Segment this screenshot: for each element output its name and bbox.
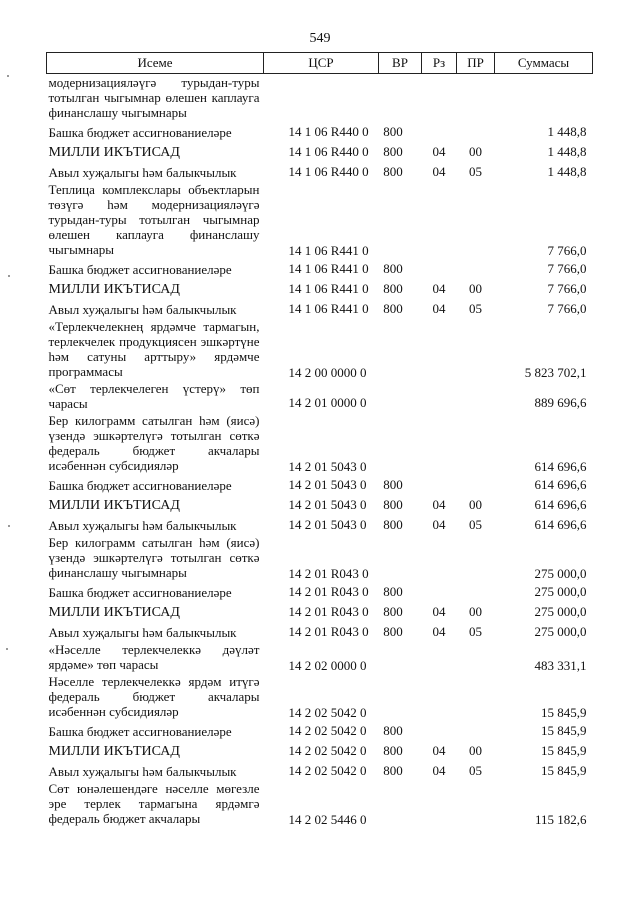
cell-pr: 05 (469, 301, 482, 316)
cell-pr (457, 720, 495, 740)
cell-name: «Нәселле терлекчелеккә дәүләт ярдәме» төп чарасы (48, 642, 260, 672)
cell-sum: 15 845,9 (541, 743, 587, 758)
cell-csr: 14 2 01 5043 0 (288, 497, 367, 512)
table-row (47, 181, 593, 258)
cell-vr: 800 (383, 763, 403, 778)
cell-name: Теплица комплекслары объектларын төзүгә һәм модернизацияләүгә турыдан-туры тотылган чыгымнар өлешен каплауга финанслашу чыгымнары (48, 182, 260, 257)
cell-rz (422, 318, 457, 380)
cell-sum (495, 74, 593, 122)
cell-name: МИЛЛИ ИКЪТИСАД (48, 145, 180, 160)
cell-sum: 5 823 702,1 (524, 365, 587, 380)
cell-vr: 800 (383, 301, 403, 316)
cell-csr: 14 2 01 R043 0 (288, 566, 369, 581)
cell-csr: 14 2 02 0000 0 (288, 658, 367, 673)
cell-name: Авыл хуҗалыгы һәм балыкчылык (48, 518, 237, 533)
cell-vr: 800 (383, 477, 403, 492)
cell-name: МИЛЛИ ИКЪТИСАД (48, 498, 180, 513)
cell-pr (457, 318, 495, 380)
cell-sum: 614 696,6 (534, 497, 587, 512)
cell-pr (457, 534, 495, 581)
cell-vr: 800 (383, 517, 403, 532)
cell-vr: 800 (383, 723, 403, 738)
cell-vr: 800 (383, 497, 403, 512)
cell-name: МИЛЛИ ИКЪТИСАД (48, 605, 180, 620)
cell-csr (264, 74, 379, 122)
table-row (47, 412, 593, 474)
table-row (47, 318, 593, 380)
cell-sum: 275 000,0 (534, 584, 587, 599)
cell-csr: 14 2 01 R043 0 (288, 624, 369, 639)
cell-pr: 00 (469, 604, 482, 619)
cell-csr: 14 1 06 R440 0 (288, 144, 369, 159)
cell-vr (379, 780, 422, 827)
cell-sum: 7 766,0 (547, 243, 587, 258)
cell-vr: 800 (383, 604, 403, 619)
cell-vr: 800 (383, 261, 403, 276)
scan-speck (8, 275, 10, 277)
cell-rz: 04 (432, 164, 446, 179)
table-row (47, 534, 593, 581)
cell-pr (457, 581, 495, 601)
cell-name: Сөт юнәлешендәге нәселле мөгезле эре терлек тармагына ярдәмгә федераль бюджет акчалары (48, 781, 260, 826)
cell-name: МИЛЛИ ИКЪТИСАД (48, 282, 180, 297)
cell-pr (457, 641, 495, 673)
cell-rz: 04 (432, 624, 446, 639)
cell-sum: 889 696,6 (534, 395, 587, 410)
table-row (47, 780, 593, 827)
cell-csr: 14 2 02 5042 0 (288, 705, 367, 720)
page-number: 549 (309, 31, 331, 46)
cell-name: Авыл хуҗалыгы һәм балыкчылык (48, 764, 237, 779)
table-row (47, 621, 593, 641)
cell-rz (422, 534, 457, 581)
cell-name: Бер килограмм сатылган һәм (яисә) үзендә эшкәртелүгә тотылган сөткә финанслашу чыгымнары (48, 535, 260, 580)
cell-rz: 04 (432, 763, 446, 778)
cell-csr: 14 2 01 0000 0 (288, 395, 367, 410)
table-row (47, 380, 593, 412)
table-row (47, 298, 593, 318)
cell-csr: 14 2 01 5043 0 (288, 477, 367, 492)
cell-rz: 04 (432, 144, 446, 159)
cell-name: Авыл хуҗалыгы һәм балыкчылык (48, 302, 237, 317)
table-row (47, 760, 593, 780)
cell-sum: 614 696,6 (534, 517, 587, 532)
cell-sum: 7 766,0 (547, 261, 587, 276)
cell-csr: 14 2 01 R043 0 (288, 604, 369, 619)
cell-vr (379, 641, 422, 673)
cell-vr (379, 534, 422, 581)
table-body (47, 74, 593, 828)
cell-rz: 04 (432, 301, 446, 316)
cell-pr: 05 (469, 164, 482, 179)
table-row (47, 121, 593, 141)
cell-rz (422, 720, 457, 740)
cell-vr (379, 181, 422, 258)
table-header (47, 53, 593, 74)
table-row (47, 673, 593, 720)
table-row (47, 494, 593, 514)
cell-rz (422, 74, 457, 122)
scan-speck (6, 648, 8, 650)
cell-csr: 14 2 02 5042 0 (288, 723, 367, 738)
table-row (47, 161, 593, 181)
header-csr: ЦСР (264, 53, 379, 74)
cell-pr (457, 474, 495, 494)
cell-sum: 275 000,0 (534, 624, 587, 639)
cell-csr: 14 1 06 R440 0 (288, 164, 369, 179)
cell-rz (422, 581, 457, 601)
cell-rz: 04 (432, 604, 446, 619)
header-sum: Суммасы (495, 53, 593, 74)
cell-sum: 614 696,6 (534, 459, 587, 474)
cell-rz: 04 (432, 517, 446, 532)
cell-pr: 00 (469, 497, 482, 512)
cell-csr: 14 1 06 R441 0 (288, 243, 369, 258)
cell-vr: 800 (383, 164, 403, 179)
cell-vr: 800 (383, 743, 403, 758)
cell-pr: 00 (469, 743, 482, 758)
cell-rz (422, 258, 457, 278)
cell-pr (457, 258, 495, 278)
cell-vr (379, 380, 422, 412)
table-row (47, 641, 593, 673)
cell-sum: 275 000,0 (534, 604, 587, 619)
cell-name: Башка бюджет ассигнованиеләре (48, 262, 232, 277)
cell-name: Башка бюджет ассигнованиеләре (48, 724, 232, 739)
cell-name: Авыл хуҗалыгы һәм балыкчылык (48, 165, 237, 180)
cell-sum: 275 000,0 (534, 566, 587, 581)
cell-pr (457, 780, 495, 827)
cell-name: Башка бюджет ассигнованиеләре (48, 585, 232, 600)
cell-rz: 04 (432, 497, 446, 512)
cell-rz (422, 121, 457, 141)
table-row (47, 278, 593, 298)
cell-sum: 15 845,9 (541, 705, 587, 720)
table-row (47, 740, 593, 760)
cell-name: «Сөт терлекчелеген үстерү» төп чарасы (48, 381, 260, 411)
cell-pr (457, 181, 495, 258)
header-vr: ВР (379, 53, 422, 74)
cell-pr: 00 (469, 281, 482, 296)
table-row (47, 514, 593, 534)
cell-vr (379, 74, 422, 122)
cell-pr: 05 (469, 517, 482, 532)
cell-vr (379, 673, 422, 720)
cell-rz (422, 474, 457, 494)
cell-vr (379, 318, 422, 380)
cell-rz: 04 (432, 281, 446, 296)
cell-sum: 614 696,6 (534, 477, 587, 492)
scan-speck (8, 525, 10, 527)
cell-pr: 05 (469, 763, 482, 778)
cell-csr: 14 2 01 5043 0 (288, 517, 367, 532)
cell-pr (457, 74, 495, 122)
cell-rz (422, 641, 457, 673)
cell-csr: 14 2 01 R043 0 (288, 584, 369, 599)
table-row (47, 474, 593, 494)
cell-csr: 14 2 02 5042 0 (288, 743, 367, 758)
cell-vr (379, 412, 422, 474)
budget-table (46, 52, 593, 827)
table-row (47, 581, 593, 601)
cell-vr: 800 (383, 281, 403, 296)
cell-name: МИЛЛИ ИКЪТИСАД (48, 744, 180, 759)
cell-name: Бер килограмм сатылган һәм (яисә) үзендә эшкәртелүгә тотылган сөткә федераль бюджет акчалары исәбеннән субсидияләр (48, 413, 260, 473)
cell-sum: 483 331,1 (534, 658, 587, 673)
cell-sum: 7 766,0 (547, 301, 587, 316)
scan-speck (7, 75, 9, 77)
cell-csr: 14 1 06 R441 0 (288, 281, 369, 296)
header-name: Исеме (47, 53, 264, 74)
cell-csr: 14 2 00 0000 0 (288, 365, 367, 380)
cell-sum: 7 766,0 (547, 281, 587, 296)
table-row (47, 601, 593, 621)
table-row (47, 720, 593, 740)
cell-vr: 800 (383, 624, 403, 639)
cell-name: «Терлекчелекнең ярдәмче тармагын, терлекчелек продукциясен эшкәртүне һәм сатуны арттыру» ярдәмче программасы (48, 319, 260, 379)
cell-rz (422, 673, 457, 720)
cell-sum: 115 182,6 (534, 812, 587, 827)
cell-csr: 14 1 06 R440 0 (288, 124, 369, 139)
cell-sum: 15 845,9 (541, 763, 587, 778)
cell-name: модернизацияләүгә турыдан-туры тотылган чыгымнар өлешен каплауга финанслашу чыгымнары (48, 75, 260, 120)
cell-csr: 14 2 01 5043 0 (288, 459, 367, 474)
cell-sum: 15 845,9 (541, 723, 587, 738)
cell-vr: 800 (383, 144, 403, 159)
cell-sum: 1 448,8 (547, 124, 587, 139)
cell-csr: 14 1 06 R441 0 (288, 261, 369, 276)
header-pr: ПР (457, 53, 495, 74)
cell-csr: 14 2 02 5042 0 (288, 763, 367, 778)
cell-name: Башка бюджет ассигнованиеләре (48, 478, 232, 493)
cell-pr (457, 380, 495, 412)
header-rz: Рз (422, 53, 457, 74)
cell-sum: 1 448,8 (547, 144, 587, 159)
cell-name: Башка бюджет ассигнованиеләре (48, 125, 232, 140)
cell-csr: 14 2 02 5446 0 (288, 812, 367, 827)
cell-pr (457, 673, 495, 720)
cell-rz (422, 181, 457, 258)
cell-vr: 800 (383, 124, 403, 139)
cell-name: Авыл хуҗалыгы һәм балыкчылык (48, 625, 237, 640)
table-row (47, 141, 593, 161)
cell-rz (422, 412, 457, 474)
table-row (47, 258, 593, 278)
cell-rz (422, 380, 457, 412)
cell-pr (457, 121, 495, 141)
cell-csr: 14 1 06 R441 0 (288, 301, 369, 316)
cell-rz (422, 780, 457, 827)
cell-pr: 05 (469, 624, 482, 639)
cell-sum: 1 448,8 (547, 164, 587, 179)
cell-name: Нәселле терлекчелеккә ярдәм итүгә федераль бюджет акчалары исәбеннән субсидияләр (48, 674, 260, 719)
cell-rz: 04 (432, 743, 446, 758)
cell-pr: 00 (469, 144, 482, 159)
table-row (47, 74, 593, 122)
cell-pr (457, 412, 495, 474)
cell-vr: 800 (383, 584, 403, 599)
